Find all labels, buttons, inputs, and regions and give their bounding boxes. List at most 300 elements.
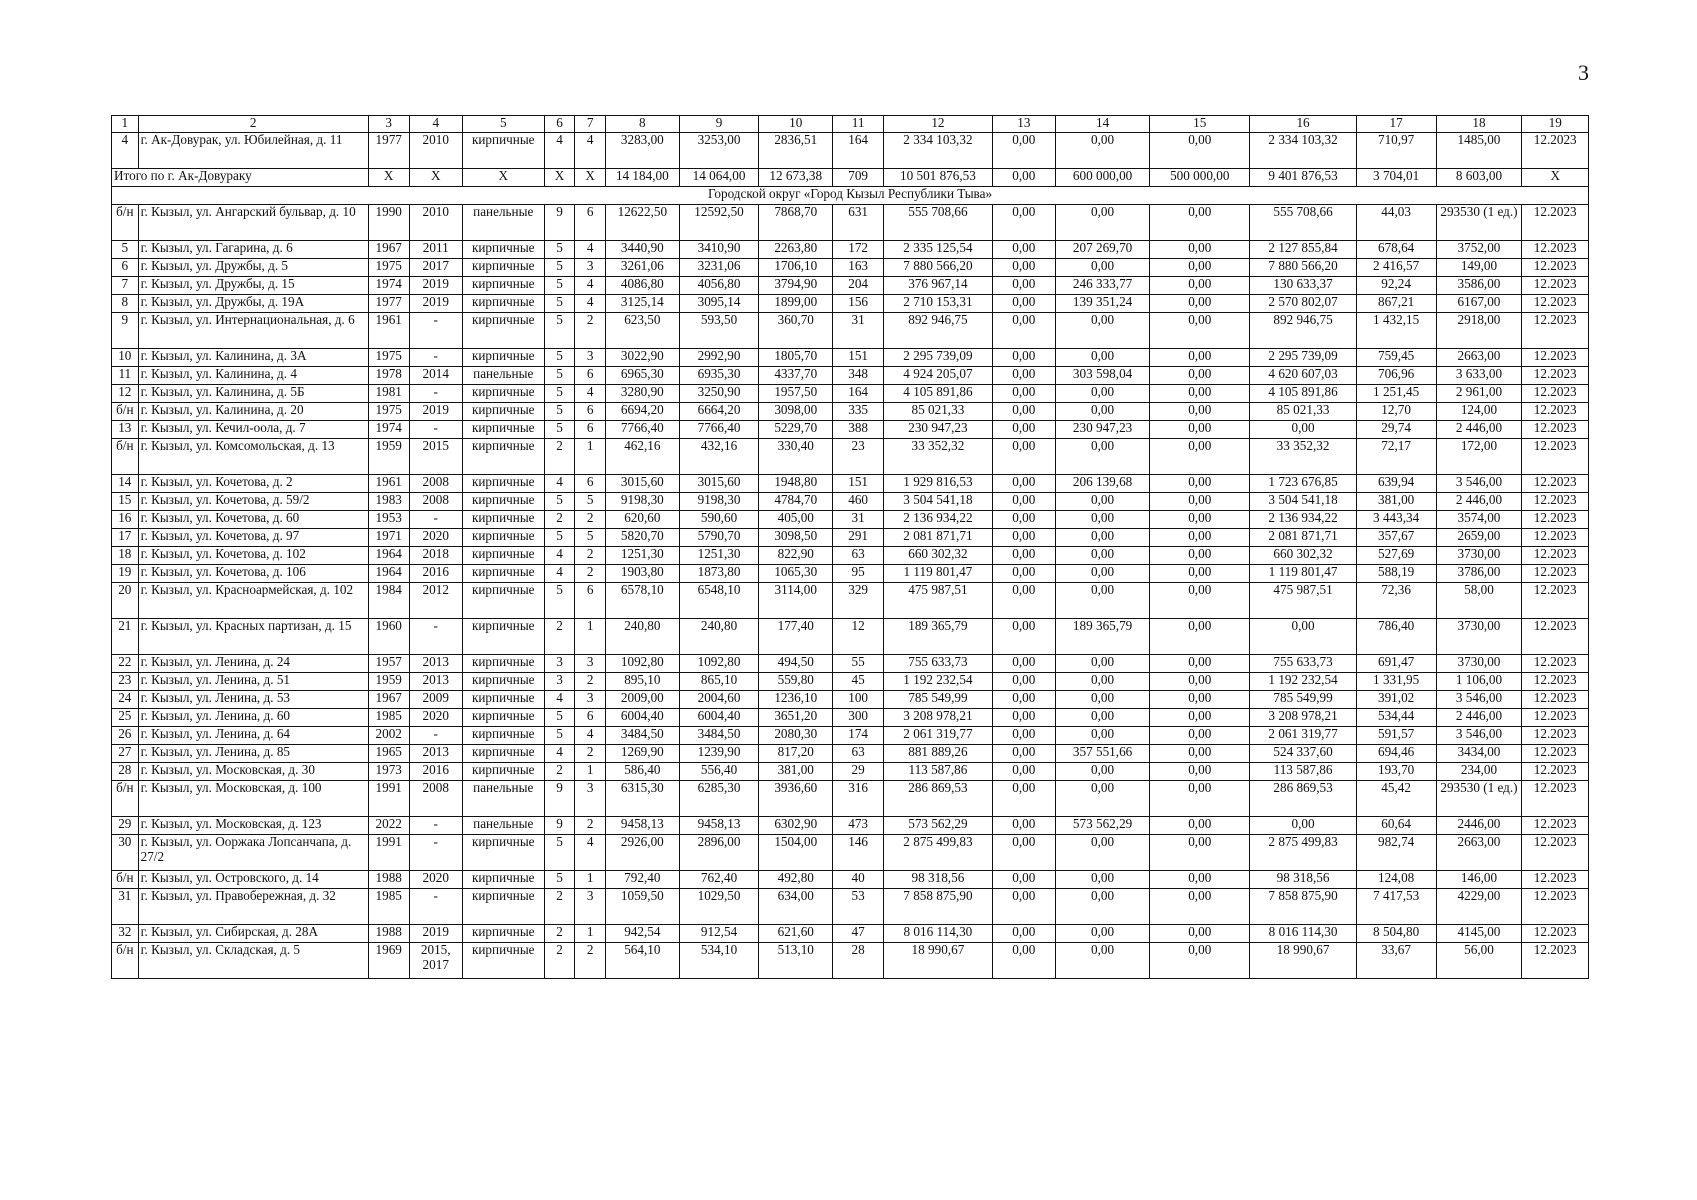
table-cell: -	[409, 619, 462, 655]
table-cell: 1991	[368, 781, 409, 817]
column-header: 16	[1250, 116, 1356, 133]
table-cell: 9	[544, 205, 575, 241]
table-cell: 3651,20	[759, 709, 833, 727]
table-row	[112, 619, 1589, 655]
table-cell: 593,50	[679, 313, 759, 349]
table-cell: 2	[575, 745, 606, 763]
table-cell: 4	[544, 475, 575, 493]
table-cell: 6935,30	[679, 367, 759, 385]
table-cell: 0,00	[1150, 367, 1250, 385]
table-cell: 0,00	[992, 385, 1055, 403]
table-cell: 29	[833, 763, 884, 781]
table-cell: 822,90	[759, 547, 833, 565]
table-cell: 3574,00	[1436, 511, 1522, 529]
table-cell: 9	[544, 781, 575, 817]
table-cell: г. Кызыл, ул. Гагарина, д. 6	[138, 241, 368, 259]
total-cell: X	[368, 169, 409, 187]
table-cell: 2 334 103,32	[884, 133, 992, 169]
table-cell: 6	[575, 421, 606, 439]
table-cell: 5	[544, 295, 575, 313]
table-cell: 865,10	[679, 673, 759, 691]
table-cell: 3098,50	[759, 529, 833, 547]
table-cell: 0,00	[1056, 727, 1150, 745]
table-cell: 5	[544, 835, 575, 871]
table-cell: 164	[833, 385, 884, 403]
table-row	[112, 763, 1589, 781]
table-cell: 303 598,04	[1056, 367, 1150, 385]
table-cell: 12.2023	[1522, 439, 1589, 475]
table-cell: 1504,00	[759, 835, 833, 871]
table-row	[112, 817, 1589, 835]
table-cell: 6004,40	[679, 709, 759, 727]
table-cell: 6664,20	[679, 403, 759, 421]
table-cell: 291	[833, 529, 884, 547]
column-header: 1	[112, 116, 139, 133]
table-cell: 982,74	[1356, 835, 1436, 871]
table-cell: 56,00	[1436, 943, 1522, 979]
table-cell: 6	[575, 205, 606, 241]
table-cell: 3 546,00	[1436, 727, 1522, 745]
table-cell: 1953	[368, 511, 409, 529]
table-cell: 33 352,32	[1250, 439, 1356, 475]
table-cell: г. Кызыл, ул. Дружбы, д. 5	[138, 259, 368, 277]
table-cell: 0,00	[992, 529, 1055, 547]
table-cell: 4	[575, 133, 606, 169]
table-cell: 7 417,53	[1356, 889, 1436, 925]
table-cell: 5	[544, 709, 575, 727]
table-cell: 5	[544, 313, 575, 349]
table-cell: кирпичные	[462, 259, 544, 277]
table-cell: 2012	[409, 583, 462, 619]
table-cell: 0,00	[1056, 493, 1150, 511]
table-cell: 1977	[368, 295, 409, 313]
table-cell: 6	[575, 709, 606, 727]
table-cell: 33,67	[1356, 943, 1436, 979]
table-cell: 912,54	[679, 925, 759, 943]
table-cell: 2	[575, 565, 606, 583]
table-cell: -	[409, 421, 462, 439]
table-cell: 12.2023	[1522, 205, 1589, 241]
table-cell: 5	[544, 583, 575, 619]
table-cell: 892 946,75	[884, 313, 992, 349]
table-cell: 1236,10	[759, 691, 833, 709]
total-cell: 14 184,00	[606, 169, 680, 187]
table-cell: 7 858 875,90	[1250, 889, 1356, 925]
table-cell: 3 504 541,18	[1250, 493, 1356, 511]
table-cell: 92,24	[1356, 277, 1436, 295]
table-cell: б/н	[112, 871, 139, 889]
table-cell: 2002	[368, 727, 409, 745]
table-cell: 2016	[409, 565, 462, 583]
table-cell: 556,40	[679, 763, 759, 781]
table-cell: 759,45	[1356, 349, 1436, 367]
table-cell: 189 365,79	[1056, 619, 1150, 655]
table-cell: 12.2023	[1522, 547, 1589, 565]
table-cell: г. Кызыл, ул. Ленина, д. 53	[138, 691, 368, 709]
table-cell: кирпичные	[462, 475, 544, 493]
total-cell: 709	[833, 169, 884, 187]
table-row	[112, 925, 1589, 943]
table-cell: 6965,30	[606, 367, 680, 385]
table-cell: 6315,30	[606, 781, 680, 817]
table-cell: 0,00	[1150, 277, 1250, 295]
table-row	[112, 205, 1589, 241]
table-cell: 55	[833, 655, 884, 673]
table-cell: 2 127 855,84	[1250, 241, 1356, 259]
table-cell: 0,00	[992, 421, 1055, 439]
table-cell: 1239,90	[679, 745, 759, 763]
table-cell: 1948,80	[759, 475, 833, 493]
table-cell: 2 446,00	[1436, 709, 1522, 727]
total-cell: 9 401 876,53	[1250, 169, 1356, 187]
table-cell: 0,00	[1150, 673, 1250, 691]
table-cell: 1964	[368, 565, 409, 583]
table-cell: 4086,80	[606, 277, 680, 295]
table-cell: 1065,30	[759, 565, 833, 583]
table-cell: 0,00	[1150, 421, 1250, 439]
table-cell: 3484,50	[606, 727, 680, 745]
table-cell: 2 061 319,77	[884, 727, 992, 745]
table-cell: кирпичные	[462, 565, 544, 583]
table-cell: 3 504 541,18	[884, 493, 992, 511]
table-cell: 1269,90	[606, 745, 680, 763]
table-cell: 7766,40	[606, 421, 680, 439]
table-cell: кирпичные	[462, 619, 544, 655]
table-cell: 2009	[409, 691, 462, 709]
table-cell: 7 858 875,90	[884, 889, 992, 925]
table-cell: 12.2023	[1522, 493, 1589, 511]
table-cell: 3 546,00	[1436, 475, 1522, 493]
table-cell: 12.2023	[1522, 277, 1589, 295]
table-cell: 388	[833, 421, 884, 439]
table-cell: 0,00	[1056, 403, 1150, 421]
table-cell: 785 549,99	[884, 691, 992, 709]
table-cell: 4	[575, 385, 606, 403]
table-cell: 3253,00	[679, 133, 759, 169]
table-cell: 357 551,66	[1056, 745, 1150, 763]
table-cell: 2 875 499,83	[1250, 835, 1356, 871]
table-cell: 4	[112, 133, 139, 169]
table-cell: 12,70	[1356, 403, 1436, 421]
table-cell: 473	[833, 817, 884, 835]
table-row	[112, 421, 1589, 439]
table-cell: 3794,90	[759, 277, 833, 295]
total-cell: 3 704,01	[1356, 169, 1436, 187]
table-cell: 4	[544, 691, 575, 709]
table-cell: 12.2023	[1522, 295, 1589, 313]
table-cell: кирпичные	[462, 349, 544, 367]
table-cell: 6694,20	[606, 403, 680, 421]
table-cell: 12.2023	[1522, 421, 1589, 439]
table-cell: 2019	[409, 277, 462, 295]
table-cell: кирпичные	[462, 943, 544, 979]
table-cell: 1988	[368, 871, 409, 889]
table-cell: 163	[833, 259, 884, 277]
table-cell: 26	[112, 727, 139, 745]
table-cell: 1957	[368, 655, 409, 673]
table-cell: 3730,00	[1436, 619, 1522, 655]
table-cell: 11	[112, 367, 139, 385]
table-cell: 3125,14	[606, 295, 680, 313]
table-cell: 1	[575, 619, 606, 655]
total-row	[112, 169, 1589, 187]
table-cell: 12.2023	[1522, 943, 1589, 979]
table-cell: 12.2023	[1522, 763, 1589, 781]
table-cell: 0,00	[1250, 619, 1356, 655]
table-cell: 895,10	[606, 673, 680, 691]
total-cell: 12 673,38	[759, 169, 833, 187]
table-cell: г. Кызыл, ул. Ленина, д. 51	[138, 673, 368, 691]
table-cell: 1961	[368, 313, 409, 349]
table-cell: 44,03	[1356, 205, 1436, 241]
table-cell: 6167,00	[1436, 295, 1522, 313]
table-cell: 139 351,24	[1056, 295, 1150, 313]
table-cell: 3	[575, 691, 606, 709]
table-cell: 0,00	[1056, 943, 1150, 979]
table-cell: 16	[112, 511, 139, 529]
table-cell: 621,60	[759, 925, 833, 943]
table-cell: 240,80	[679, 619, 759, 655]
page-number: 3	[1578, 60, 1589, 85]
table-cell: 2016	[409, 763, 462, 781]
table-row	[112, 385, 1589, 403]
table-cell: 534,44	[1356, 709, 1436, 727]
table-cell: г. Кызыл, ул. Островского, д. 14	[138, 871, 368, 889]
table-cell: 0,00	[1056, 871, 1150, 889]
table-cell: 881 889,26	[884, 745, 992, 763]
table-cell: панельные	[462, 205, 544, 241]
table-row	[112, 133, 1589, 169]
table-cell: г. Кызыл, ул. Красных партизан, д. 15	[138, 619, 368, 655]
table-cell: 0,00	[1150, 529, 1250, 547]
table-cell: г. Кызыл, ул. Дружбы, д. 15	[138, 277, 368, 295]
table-cell: 60,64	[1356, 817, 1436, 835]
table-cell: 2 446,00	[1436, 421, 1522, 439]
table-cell: 0,00	[1150, 385, 1250, 403]
table-cell: 2 295 739,09	[1250, 349, 1356, 367]
table-cell: кирпичные	[462, 925, 544, 943]
table-cell: 405,00	[759, 511, 833, 529]
table-cell: 12.2023	[1522, 709, 1589, 727]
table-cell: 85 021,33	[884, 403, 992, 421]
table-cell: кирпичные	[462, 709, 544, 727]
table-cell: 4 105 891,86	[1250, 385, 1356, 403]
table-cell: 9198,30	[679, 493, 759, 511]
table-cell: кирпичные	[462, 241, 544, 259]
table-cell: г. Кызыл, ул. Комсомольская, д. 13	[138, 439, 368, 475]
table-cell: 0,00	[1150, 133, 1250, 169]
table-cell: 98 318,56	[1250, 871, 1356, 889]
table-cell: 18	[112, 547, 139, 565]
table-cell: 0,00	[1056, 349, 1150, 367]
table-cell: кирпичные	[462, 655, 544, 673]
table-cell: 2659,00	[1436, 529, 1522, 547]
table-cell: 4	[575, 835, 606, 871]
table-cell: 2663,00	[1436, 835, 1522, 871]
table-cell: 12.2023	[1522, 511, 1589, 529]
table-row	[112, 493, 1589, 511]
table-cell: 4	[575, 295, 606, 313]
table-cell: 8 016 114,30	[1250, 925, 1356, 943]
table-cell: 316	[833, 781, 884, 817]
table-cell: кирпичные	[462, 385, 544, 403]
table-cell: г. Кызыл, ул. Кочетова, д. 106	[138, 565, 368, 583]
total-cell: X	[544, 169, 575, 187]
table-cell: 0,00	[1150, 871, 1250, 889]
table-cell: 462,16	[606, 439, 680, 475]
table-cell: 1 331,95	[1356, 673, 1436, 691]
table-cell: 6	[575, 475, 606, 493]
table-cell: 3 443,34	[1356, 511, 1436, 529]
table-cell: 0,00	[1250, 421, 1356, 439]
table-cell: 12.2023	[1522, 619, 1589, 655]
table-cell: 942,54	[606, 925, 680, 943]
table-cell: 13	[112, 421, 139, 439]
table-cell: 710,97	[1356, 133, 1436, 169]
table-cell: г. Кызыл, ул. Московская, д. 100	[138, 781, 368, 817]
table-cell: 588,19	[1356, 565, 1436, 583]
table-cell: г. Кызыл, ул. Ангарский бульвар, д. 10	[138, 205, 368, 241]
table-cell: 12.2023	[1522, 673, 1589, 691]
table-row	[112, 943, 1589, 979]
table-cell: 8	[112, 295, 139, 313]
table-cell: -	[409, 349, 462, 367]
table-cell: 2	[575, 313, 606, 349]
table-cell: 40	[833, 871, 884, 889]
table-cell: 95	[833, 565, 884, 583]
table-cell: 620,60	[606, 511, 680, 529]
table-cell: 1 192 232,54	[1250, 673, 1356, 691]
table-cell: 1985	[368, 709, 409, 727]
table-cell: 172,00	[1436, 439, 1522, 475]
table-cell: 2	[575, 817, 606, 835]
table-cell: 634,00	[759, 889, 833, 925]
table-cell: 2020	[409, 709, 462, 727]
table-cell: кирпичные	[462, 763, 544, 781]
table-cell: панельные	[462, 367, 544, 385]
table-cell: 2013	[409, 673, 462, 691]
table-cell: 2663,00	[1436, 349, 1522, 367]
table-cell: г. Кызыл, ул. Ленина, д. 64	[138, 727, 368, 745]
table-cell: 2013	[409, 745, 462, 763]
table-cell: 706,96	[1356, 367, 1436, 385]
table-cell: 0,00	[1150, 349, 1250, 367]
table-cell: 0,00	[1150, 241, 1250, 259]
table-cell: 2018	[409, 547, 462, 565]
table-cell: 4	[575, 241, 606, 259]
table-cell: 0,00	[992, 403, 1055, 421]
table-cell: 12	[112, 385, 139, 403]
table-cell: 63	[833, 745, 884, 763]
table-cell: 3 208 978,21	[1250, 709, 1356, 727]
table-cell: 0,00	[1150, 709, 1250, 727]
table-cell: 0,00	[1056, 511, 1150, 529]
column-header: 14	[1056, 116, 1150, 133]
table-cell: 4	[575, 727, 606, 745]
table-cell: 5	[112, 241, 139, 259]
table-cell: 4 620 607,03	[1250, 367, 1356, 385]
table-cell: 2009,00	[606, 691, 680, 709]
table-cell: 2896,00	[679, 835, 759, 871]
table-cell: 0,00	[1056, 655, 1150, 673]
table-cell: г. Кызыл, ул. Ленина, д. 60	[138, 709, 368, 727]
table-cell: 207 269,70	[1056, 241, 1150, 259]
table-cell: 1977	[368, 133, 409, 169]
table-cell: 1	[575, 925, 606, 943]
table-cell: г. Кызыл, ул. Калинина, д. 20	[138, 403, 368, 421]
table-cell: 28	[833, 943, 884, 979]
table-cell: 3	[575, 349, 606, 367]
table-cell: 2013	[409, 655, 462, 673]
table-cell: 0,00	[992, 835, 1055, 871]
table-cell: 0,00	[1150, 493, 1250, 511]
table-cell: 1975	[368, 349, 409, 367]
table-cell: 391,02	[1356, 691, 1436, 709]
table-cell: 678,64	[1356, 241, 1436, 259]
table-cell: 1029,50	[679, 889, 759, 925]
table-cell: г. Ак-Довурак, ул. Юбилейная, д. 11	[138, 133, 368, 169]
table-cell: 0,00	[1056, 691, 1150, 709]
table-cell: 172	[833, 241, 884, 259]
table-cell: г. Кызыл, ул. Складская, д. 5	[138, 943, 368, 979]
table-cell: кирпичные	[462, 871, 544, 889]
table-cell: 12.2023	[1522, 835, 1589, 871]
table-cell: 555 708,66	[1250, 205, 1356, 241]
table-cell: 1485,00	[1436, 133, 1522, 169]
table-cell: 3261,06	[606, 259, 680, 277]
table-cell: 12.2023	[1522, 367, 1589, 385]
table-cell: 146	[833, 835, 884, 871]
table-cell: 25	[112, 709, 139, 727]
table-cell: 2446,00	[1436, 817, 1522, 835]
table-cell: кирпичные	[462, 547, 544, 565]
table-cell: 1959	[368, 673, 409, 691]
table-cell: 18 990,67	[1250, 943, 1356, 979]
table-cell: 58,00	[1436, 583, 1522, 619]
table-cell: 7	[112, 277, 139, 295]
table-cell: 0,00	[992, 367, 1055, 385]
table-cell: 0,00	[992, 943, 1055, 979]
table-cell: 755 633,73	[884, 655, 992, 673]
table-cell: 27	[112, 745, 139, 763]
table-cell: 0,00	[1056, 439, 1150, 475]
table-cell: 0,00	[1150, 817, 1250, 835]
table-cell: -	[409, 889, 462, 925]
table-cell: 432,16	[679, 439, 759, 475]
table-row	[112, 781, 1589, 817]
table-cell: панельные	[462, 781, 544, 817]
table-cell: 0,00	[1150, 619, 1250, 655]
table-cell: 4	[544, 133, 575, 169]
table-cell: 0,00	[1056, 565, 1150, 583]
table-cell: кирпичные	[462, 133, 544, 169]
table-cell: 527,69	[1356, 547, 1436, 565]
table-cell: 12.2023	[1522, 259, 1589, 277]
table-cell: 1 929 816,53	[884, 475, 992, 493]
table-cell: 2008	[409, 493, 462, 511]
table-cell: 3250,90	[679, 385, 759, 403]
table-cell: 573 562,29	[884, 817, 992, 835]
table-cell: 3 546,00	[1436, 691, 1522, 709]
table-row	[112, 349, 1589, 367]
table-cell: 3280,90	[606, 385, 680, 403]
table-cell: 12.2023	[1522, 529, 1589, 547]
table-cell: -	[409, 511, 462, 529]
table-cell: г. Кызыл, ул. Кочетова, д. 97	[138, 529, 368, 547]
table-cell: б/н	[112, 943, 139, 979]
table-cell: 6	[575, 403, 606, 421]
table-cell: г. Кызыл, ул. Калинина, д. 4	[138, 367, 368, 385]
